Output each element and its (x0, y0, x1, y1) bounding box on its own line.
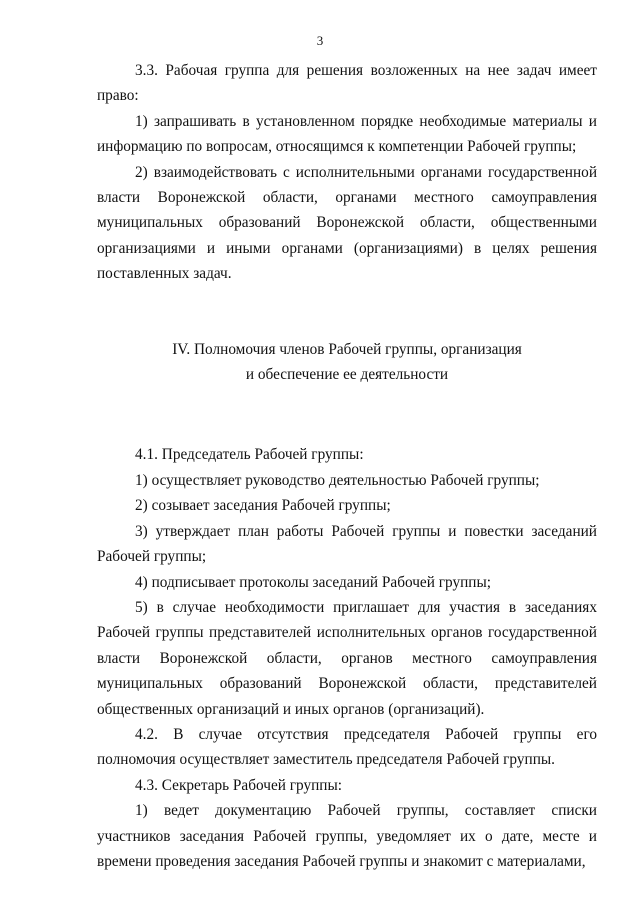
paragraph-4-1-item-3: 3) утверждает план работы Рабочей группы и повестки заседаний Рабочей группы; (97, 522, 597, 566)
paragraph-4-2: 4.2. В случае отсутствия председателя Рабочей группы его полномочия осуществляет заместитель председателя Рабочей группы. (97, 725, 597, 769)
paragraph-3-3: 3.3. Рабочая группа для решения возложенных на нее задач имеет право: (97, 62, 597, 105)
paragraph-4-1-item-1: 1) осуществляет руководство деятельностью Рабочей группы; (135, 471, 540, 489)
paragraph-3-3-item-2: 2) взаимодействовать с исполнительными органами государственной власти Воронежской области, органами местного самоуправления муниципальных образований Воронежской области, общественными организациями и иными органами (организациями) в целях решения поставленных задач. (97, 163, 597, 283)
paragraph-3-3-item-1: 1) запрашивать в установленном порядке необходимые материалы и информацию по вопросам, относящимся к компетенции Рабочей группы; (97, 112, 597, 156)
paragraph-4-3-item-1: 1) ведет документацию Рабочей группы, составляет списки участников заседания Рабочей группы, уведомляет их о дате, месте и времени проведения заседания Рабочей группы и знакомит с материалами, (97, 802, 597, 870)
section-heading (97, 337, 597, 388)
page-number: 3 (316, 33, 324, 48)
document-body (97, 58, 597, 874)
paragraph-4-1: 4.1. Председатель Рабочей группы: (135, 446, 364, 464)
paragraph-4-3: 4.3. Секретарь Рабочей группы: (135, 776, 343, 794)
paragraph-4-1-item-4: 4) подписывает протоколы заседаний Рабочей группы; (135, 573, 491, 591)
section-heading-line-2: и обеспечение ее деятельности (245, 366, 449, 384)
paragraph-4-1-item-5: 5) в случае необходимости приглашает для участия в заседаниях Рабочей группы представителей исполнительных органов государственной власти Воронежской области, органов местного самоуправления муниципальных образований Воронежской области, представителей общественных организаций и иных органов (организаций). (97, 598, 597, 718)
paragraph-4-1-item-2: 2) созывает заседания Рабочей группы; (135, 497, 391, 515)
section-heading-line-1: IV. Полномочия членов Рабочей группы, организация (172, 340, 522, 358)
